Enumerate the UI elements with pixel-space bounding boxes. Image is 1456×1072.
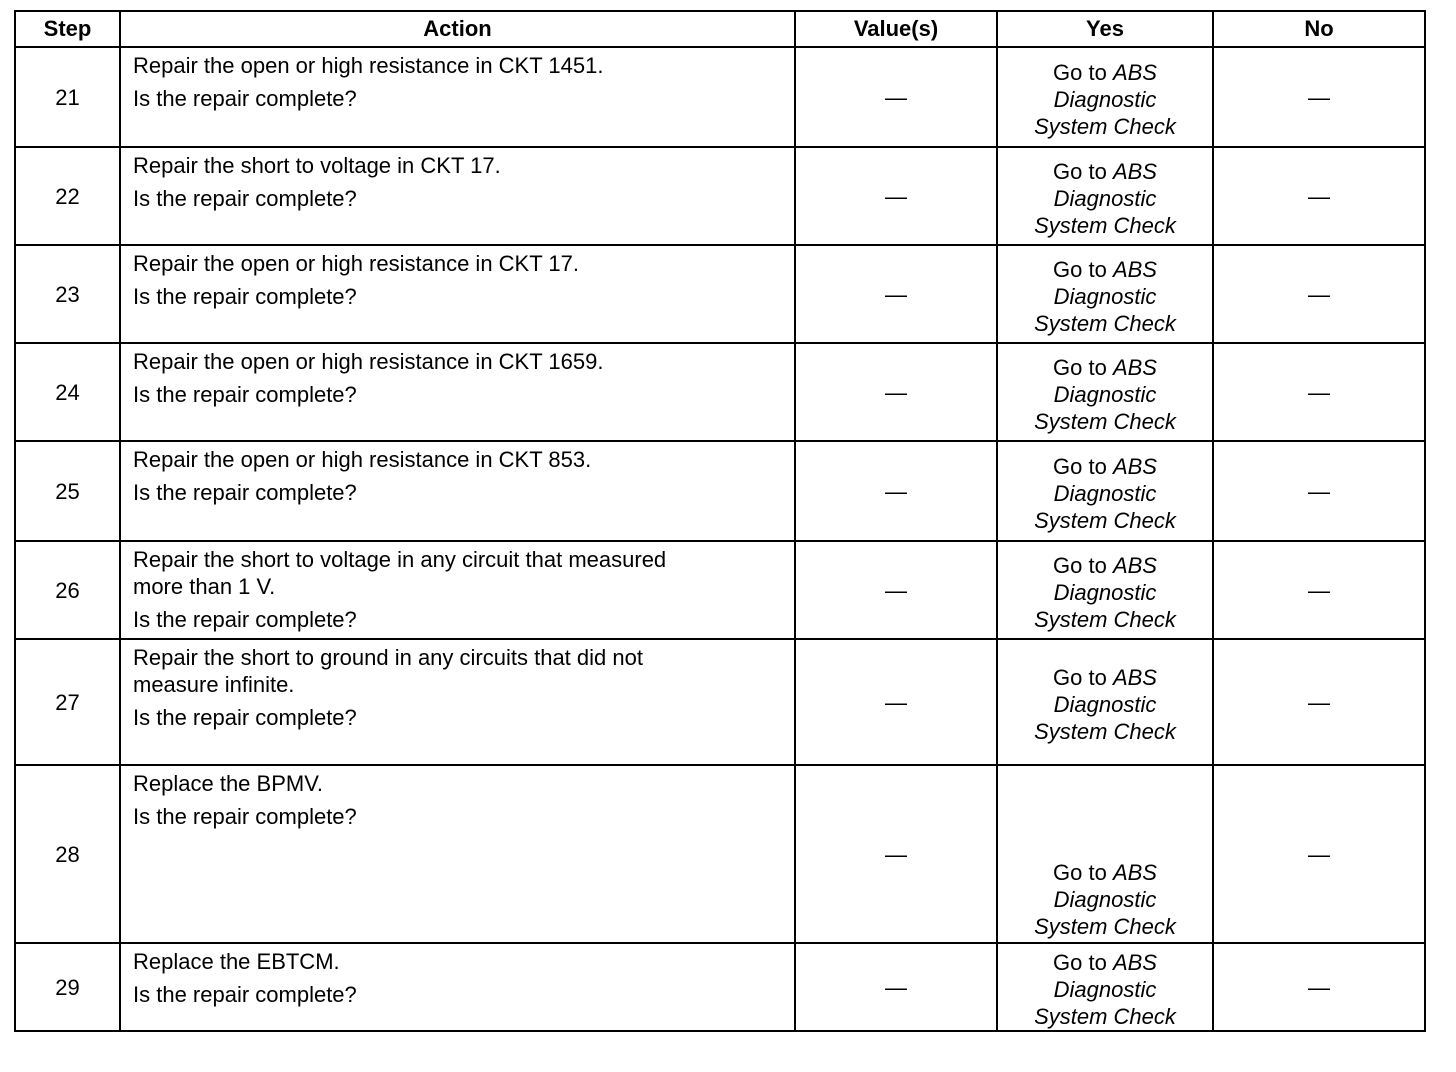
yes-line-goto [998,354,1212,381]
action-text: Replace the EBTCM. [133,949,340,974]
yes-cell [997,765,1213,943]
yes-abs-link: ABS [1112,59,1157,85]
action-cell [120,147,795,245]
action-text: measure infinite. [133,672,295,697]
action-cell [120,343,795,441]
no-dash: — [1308,478,1330,504]
yes-diagnostic: Diagnostic [1053,691,1157,717]
yes-line-goto [998,59,1212,86]
yes-line-goto [998,256,1212,283]
no-cell [1213,765,1425,943]
table-row [15,343,1425,441]
value-cell [795,943,997,1031]
step-number: 27 [15,639,120,765]
action-text: Replace the BPMV. [133,771,323,796]
action-question: Is the repair complete? [133,480,357,505]
value-dash: — [885,974,907,1000]
no-dash: — [1308,183,1330,209]
action-text: Repair the short to voltage in CKT 17. [133,153,501,178]
header-row [15,11,1425,47]
yes-diagnostic: Diagnostic [1053,185,1157,211]
yes-cell [997,943,1213,1031]
yes-go-to: Go to [1053,949,1107,975]
table-row [15,639,1425,765]
no-dash: — [1308,974,1330,1000]
yes-abs-link: ABS [1112,664,1157,690]
yes-diagnostic: Diagnostic [1053,283,1157,309]
no-dash: — [1308,84,1330,110]
yes-diagnostic: Diagnostic [1053,381,1157,407]
yes-cell [997,147,1213,245]
action-text: Repair the open or high resistance in CKT 1451. [133,53,604,78]
action-cell [120,639,795,765]
yes-system-check: System Check [1034,606,1176,632]
action-text: more than 1 V. [133,574,276,599]
no-cell [1213,245,1425,343]
yes-system-check: System Check [1034,408,1176,434]
no-dash: — [1308,689,1330,715]
no-cell [1213,943,1425,1031]
step-number: 21 [15,47,120,147]
no-cell [1213,639,1425,765]
no-dash: — [1308,281,1330,307]
yes-diagnostic: Diagnostic [1053,86,1157,112]
no-cell [1213,441,1425,541]
value-dash: — [885,379,907,405]
yes-system-check: System Check [1034,914,1176,939]
yes-cell [997,245,1213,343]
action-cell [120,765,795,943]
yes-system-check: System Check [1034,507,1176,533]
diagnostic-table [14,10,1426,1032]
action-text: Repair the short to voltage in any circuit that measured [133,547,667,572]
no-cell [1213,541,1425,639]
table-body [15,47,1425,1031]
yes-abs-link: ABS [1112,256,1157,282]
yes-go-to: Go to [1053,158,1107,184]
yes-line-goto [998,859,1212,886]
yes-diagnostic: Diagnostic [1053,976,1157,1002]
yes-abs-link: ABS [1112,949,1157,975]
no-cell [1213,343,1425,441]
yes-line-goto [998,664,1212,691]
action-cell [120,47,795,147]
no-dash: — [1308,379,1330,405]
value-cell [795,541,997,639]
value-cell [795,47,997,147]
table-row [15,943,1425,1031]
action-text: Repair the open or high resistance in CKT 17. [133,251,579,276]
yes-go-to: Go to [1053,552,1107,578]
yes-line-goto [998,949,1212,976]
step-number: 25 [15,441,120,541]
action-question: Is the repair complete? [133,804,357,829]
step-number: 26 [15,541,120,639]
header-yes: Yes [997,11,1213,47]
action-question: Is the repair complete? [133,86,357,111]
action-question: Is the repair complete? [133,982,357,1007]
step-number: 23 [15,245,120,343]
yes-line-goto [998,453,1212,480]
header-step: Step [15,11,120,47]
value-cell [795,343,997,441]
yes-go-to: Go to [1053,860,1107,885]
yes-abs-link: ABS [1112,354,1157,380]
value-cell [795,765,997,943]
yes-diagnostic: Diagnostic [1053,887,1157,912]
value-cell [795,245,997,343]
action-cell [120,541,795,639]
yes-line-goto [998,552,1212,579]
yes-abs-link: ABS [1112,158,1157,184]
yes-cell [997,343,1213,441]
yes-system-check: System Check [1034,1003,1176,1029]
table-row [15,147,1425,245]
value-dash: — [885,841,907,867]
action-question: Is the repair complete? [133,705,357,730]
action-text: Repair the short to ground in any circuits that did not [133,645,643,670]
header-values: Value(s) [795,11,997,47]
no-dash: — [1308,577,1330,603]
yes-abs-link: ABS [1112,860,1157,885]
no-cell [1213,47,1425,147]
yes-system-check: System Check [1034,310,1176,336]
action-question: Is the repair complete? [133,607,357,632]
action-cell [120,441,795,541]
action-text: Repair the open or high resistance in CKT 853. [133,447,592,472]
yes-cell [997,47,1213,147]
value-cell [795,639,997,765]
action-cell [120,943,795,1031]
step-number: 22 [15,147,120,245]
value-dash: — [885,183,907,209]
yes-abs-link: ABS [1112,552,1157,578]
action-text: Repair the open or high resistance in CKT 1659. [133,349,604,374]
step-number: 29 [15,943,120,1031]
yes-system-check: System Check [1034,212,1176,238]
yes-abs-link: ABS [1112,453,1157,479]
yes-go-to: Go to [1053,453,1107,479]
yes-go-to: Go to [1053,354,1107,380]
value-dash: — [885,478,907,504]
yes-cell [997,639,1213,765]
yes-diagnostic: Diagnostic [1053,579,1157,605]
step-number: 28 [15,765,120,943]
yes-line-goto [998,158,1212,185]
header-action: Action [120,11,795,47]
yes-go-to: Go to [1053,59,1107,85]
yes-cell [997,441,1213,541]
yes-go-to: Go to [1053,256,1107,282]
action-cell [120,245,795,343]
yes-go-to: Go to [1053,664,1107,690]
value-dash: — [885,281,907,307]
table-row [15,47,1425,147]
table-row [15,765,1425,943]
yes-diagnostic: Diagnostic [1053,480,1157,506]
value-dash: — [885,689,907,715]
action-question: Is the repair complete? [133,284,357,309]
no-cell [1213,147,1425,245]
header-no: No [1213,11,1425,47]
no-dash: — [1308,841,1330,867]
value-dash: — [885,577,907,603]
yes-system-check: System Check [1034,718,1176,744]
table-row [15,441,1425,541]
yes-system-check: System Check [1034,113,1176,139]
table-row [15,541,1425,639]
value-dash: — [885,84,907,110]
yes-cell [997,541,1213,639]
value-cell [795,147,997,245]
table-row [15,245,1425,343]
step-number: 24 [15,343,120,441]
action-question: Is the repair complete? [133,382,357,407]
value-cell [795,441,997,541]
action-question: Is the repair complete? [133,186,357,211]
